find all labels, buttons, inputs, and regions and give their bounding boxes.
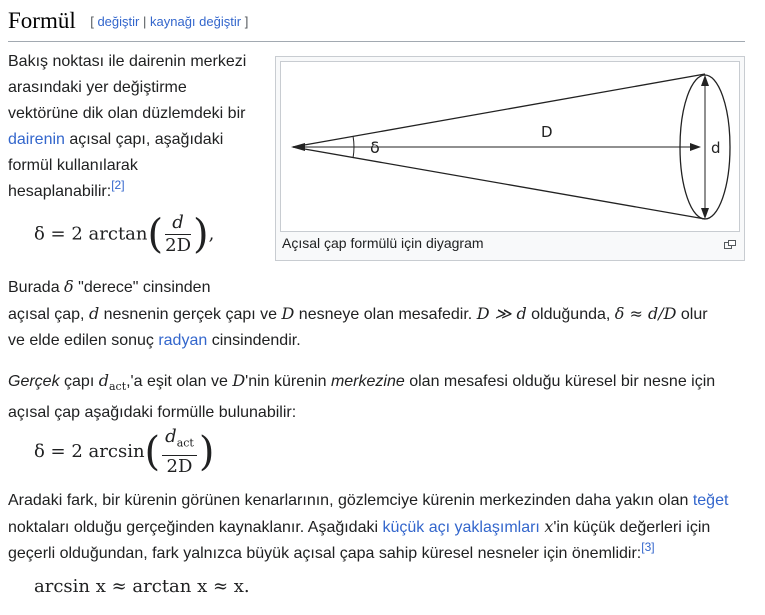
math-d: d: [88, 304, 100, 323]
para-line: [8, 368, 738, 400]
apex-marker: [291, 143, 305, 151]
para-text: geçerli olduğundan, fark yalnızca büyük açısal çapa sahip küresel nesneler için önemlidir:: [8, 545, 642, 562]
para-text: olur: [676, 306, 708, 323]
edit-bracket-open: [: [90, 14, 94, 29]
para-line: [8, 488, 748, 514]
ref-2-link[interactable]: [2]: [111, 178, 125, 192]
para-text: nesneye olan mesafedir.: [294, 306, 477, 323]
formula-approximations: [34, 574, 250, 600]
formula-tail: ,: [208, 223, 215, 245]
math-D: D: [232, 371, 246, 390]
para-text: ,'a eşit olan ve: [126, 373, 233, 390]
label-D: D: [541, 123, 553, 141]
fraction-denominator: 2D: [165, 235, 192, 256]
fraction-denominator: 2D: [166, 455, 193, 477]
edit-separator: |: [142, 14, 147, 29]
para-text: noktaları olduğu gerçeğinden kaynaklanır. Aşağıdaki: [8, 519, 383, 536]
cone-lower-line: [293, 147, 705, 219]
para-line: [8, 274, 738, 301]
para-text: açısal çap,: [8, 306, 89, 323]
para-text: 'in küçük değerleri için: [553, 519, 711, 536]
formula-approx-text: arcsin x ≈ arctan x ≈ x.: [34, 576, 250, 597]
para-line: [8, 541, 748, 567]
cone-upper-line: [293, 74, 705, 147]
intro-paragraph: [8, 49, 268, 205]
math-approx: δ ≈ d/D: [614, 304, 677, 323]
para-text: Burada: [8, 279, 65, 296]
label-delta: δ: [370, 138, 380, 157]
formula-arctan: δ = 2 arctan( $\frac{d}{2D}$ ),: [34, 211, 215, 258]
link-dairenin[interactable]: dairenin: [8, 131, 65, 148]
link-kucuk-aci[interactable]: küçük açı yaklaşımları: [382, 519, 540, 536]
edit-link[interactable]: değiştir: [97, 14, 140, 29]
label-d: d: [711, 139, 721, 157]
para-line: [8, 328, 738, 354]
formula-lhs: δ = 2 arctan: [34, 223, 148, 245]
figure-caption: Açısal çap formülü için diyagram: [282, 235, 484, 251]
numerator-subscript: act: [176, 436, 194, 450]
math-D: D: [281, 304, 295, 323]
para-italic: Gerçek: [8, 373, 60, 390]
para-text: olan mesafesi olduğu küresel bir nesne için: [404, 373, 716, 390]
para-line: açısal çap aşağıdaki formülle bulunabilir:: [8, 404, 297, 422]
formula-fraction: [165, 212, 191, 257]
intro-line: [8, 127, 268, 153]
para-text: Aradaki fark, bir kürenin görünen kenarlarının, gözlemciye kürenin merkezinden daha yakın olan: [8, 492, 693, 509]
para-text: nesnenin gerçek çapı ve: [99, 306, 282, 323]
para-text: 'nin kürenin: [245, 373, 331, 390]
paragraph-definitions: [8, 274, 738, 354]
intro-text: hesaplanabilir:: [8, 183, 112, 200]
figure-thumbnail: [275, 56, 745, 261]
diagram-image[interactable]: [280, 61, 740, 232]
math-delta: δ: [64, 277, 74, 296]
angular-diameter-diagram: [281, 62, 741, 233]
intro-line: formül kullanılarak: [8, 157, 138, 174]
link-teget[interactable]: teğet: [692, 492, 729, 509]
intro-line: Bakış noktası ile dairenin merkezi: [8, 53, 247, 70]
math-dact: d: [98, 371, 109, 390]
edit-links: [90, 14, 248, 29]
math-x: x: [544, 517, 554, 536]
edit-source-link[interactable]: kaynağı değiştir: [150, 14, 242, 29]
para-line: [8, 514, 748, 541]
formula-arcsin: δ = 2 arcsin( $\frac{d_{act}}{2D}$ ): [34, 426, 215, 477]
para-text: ve elde edilen sonuç: [8, 332, 159, 349]
para-line: [8, 301, 738, 328]
diameter-arrow-bottom: [701, 208, 709, 219]
section-heading: [8, 4, 745, 42]
section-title: Formül: [8, 8, 76, 33]
magnify-icon[interactable]: [724, 233, 736, 259]
formula-lhs: δ = 2 arcsin: [34, 440, 145, 462]
numerator-d: d: [165, 426, 177, 447]
ref-3-link[interactable]: [3]: [641, 540, 655, 554]
math-condition: D ≫ d: [476, 304, 527, 323]
intro-line: [8, 179, 268, 205]
math-subscript: act: [108, 380, 127, 394]
para-text: cinsindendir.: [207, 332, 301, 349]
paragraph-difference: [8, 488, 748, 567]
link-radyan[interactable]: radyan: [158, 332, 208, 349]
intro-text: açısal çapı, aşağıdaki: [64, 131, 224, 148]
distance-arrow: [690, 143, 701, 151]
paragraph-sphere: [8, 368, 738, 426]
intro-line: arasındaki yer değiştirme: [8, 79, 187, 96]
formula-fraction: [162, 426, 197, 478]
intro-line: vektörüne dik olan düzlemdeki bir: [8, 105, 246, 122]
para-text: olduğunda,: [526, 306, 615, 323]
para-text: "derece" cinsinden: [73, 279, 211, 296]
edit-bracket-close: ]: [244, 14, 249, 29]
para-italic: merkezine: [330, 373, 405, 390]
fraction-numerator: [162, 426, 197, 456]
para-text: çapı: [59, 373, 99, 390]
fraction-numerator: d: [165, 212, 191, 235]
diameter-arrow-top: [701, 75, 709, 86]
